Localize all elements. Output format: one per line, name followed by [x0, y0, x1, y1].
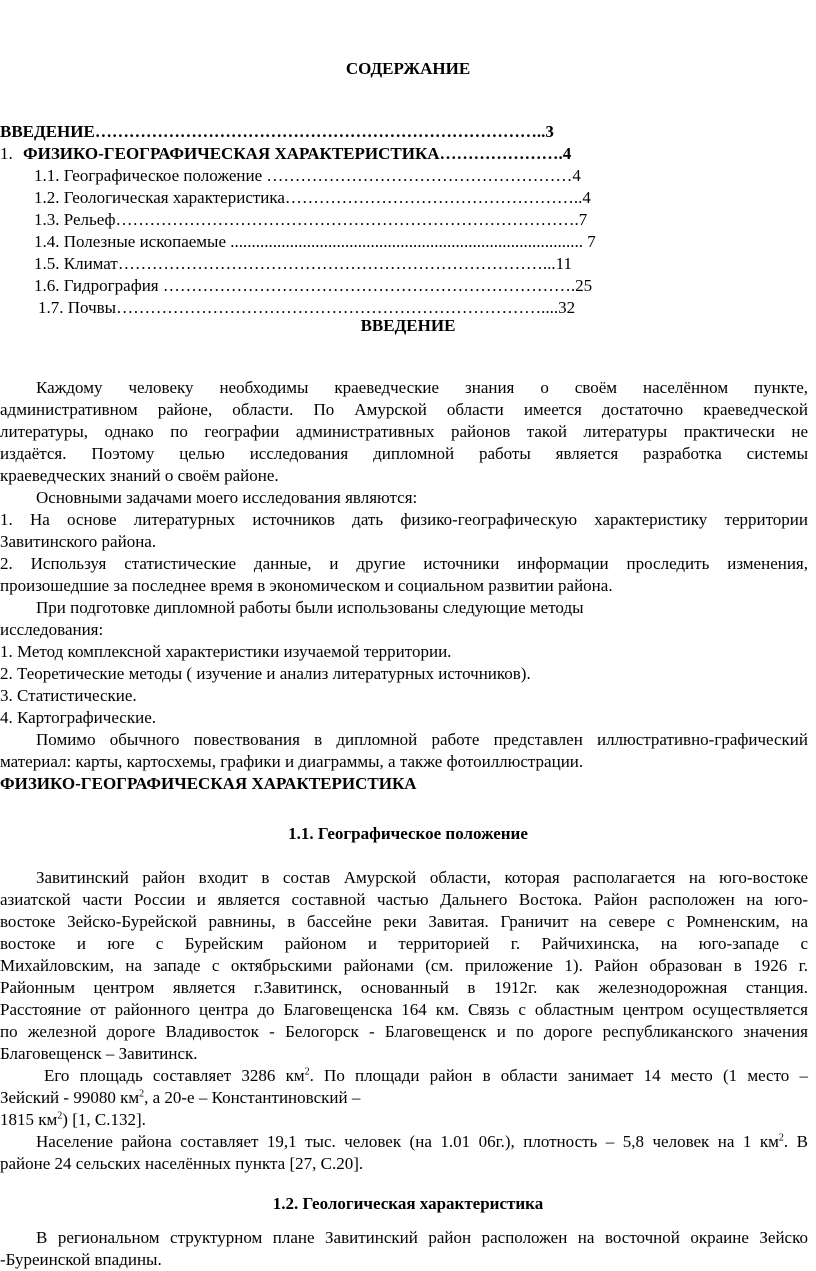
- toc-item-1-3: 1.3. Рельеф……………………………………………………………………….7: [34, 210, 588, 229]
- intro-tasks-intro: Основными задачами моего исследования являются:: [36, 488, 418, 507]
- toc-item-1-6: 1.6. Гидрография ……………………………………………………………….25: [34, 276, 593, 295]
- s11-area3-text-b: ) [1, С.132].: [62, 1110, 146, 1129]
- toc-item-chapter1: [0, 143, 571, 165]
- s11-p1-line4: востоке и юге с Бурейским районом и территорией г. Райчихинска, на юго-западе с: [0, 934, 808, 953]
- intro-method-4: 4. Картографические.: [0, 708, 156, 727]
- intro-task1-line1: 1. На основе литературных источников дать физико-географическую характеристику территории: [0, 510, 808, 529]
- intro-task1-line2: Завитинского района.: [0, 532, 157, 551]
- s11-pop-line1: [36, 1131, 808, 1153]
- s11-pop-text-b: . В: [783, 1132, 808, 1151]
- s11-p1-line3: востоке Зейско-Бурейской равнины, в бассейне реки Завитая. Граничит на севере с Ромненским, на: [0, 912, 808, 931]
- intro-last-line2: материал: карты, картосхемы, графики и диаграммы, а также фотоиллюстрации.: [0, 752, 584, 771]
- toc-item-1-5: 1.5. Климат…………………………………………………………………...11: [34, 254, 572, 273]
- s11-p1-line9: Благовещенск – Завитинск.: [0, 1044, 198, 1063]
- s11-area3-text-a: 1815 км: [0, 1110, 58, 1129]
- s11-pop-sup: 2: [778, 1132, 784, 1144]
- s11-p1-line7: Расстояние от районного центра до Благовещенска 164 км. Связь с областным центром осуществляется: [0, 1000, 808, 1019]
- s11-area-line3: [0, 1109, 146, 1131]
- s11-area-line1: [44, 1065, 808, 1087]
- s11-area-text-a: Его площадь составляет 3286 км: [44, 1066, 305, 1085]
- intro-p1-line1: Каждому человеку необходимы краеведческие знания о своём населённом пункте,: [36, 378, 808, 397]
- s11-area-text-b: . По площади район в области занимает 14 место (1 место –: [309, 1066, 808, 1085]
- section-1-1-heading: 1.1. Географическое положение: [288, 824, 528, 843]
- s11-p1-line2: азиатской части России и является составной частью Дальнего Востока. Район расположен на юго-: [0, 890, 808, 909]
- toc-item-1-2: 1.2. Геологическая характеристика……………………………………………..4: [34, 188, 591, 207]
- intro-task2-line1: 2. Используя статистические данные, и другие источники информации проследить изменения,: [0, 554, 808, 573]
- s11-p1-line5: Михайловским, на западе с октябрьскими районами (см. приложение 1). Район образован в 1926 г.: [0, 956, 808, 975]
- s11-pop-line2: районе 24 сельских населённых пункта [27, С.20].: [0, 1154, 364, 1173]
- s11-pop-text-a: Население района составляет 19,1 тыс. человек (на 1.01 06г.), плотность – 5,8 человек на 1 км: [36, 1132, 779, 1151]
- toc-item-intro: ВВЕДЕНИЕ……………………………………………………………………..3: [0, 122, 554, 141]
- toc-item-1-1: 1.1. Географическое положение ………………………………………………4: [34, 166, 581, 185]
- s11-area-sup: 2: [304, 1066, 310, 1078]
- s11-p1-line8: по железной дороге Владивосток - Белогорск - Благовещенск и по дороге республиканского значения: [0, 1022, 808, 1041]
- intro-method-2: 2. Теоретические методы ( изучение и анализ литературных источников).: [0, 664, 531, 683]
- intro-p1-line5: краеведческих знаний о своём районе.: [0, 466, 279, 485]
- toc-item-1-7: 1.7. Почвы…………………………………………………………………....32: [38, 298, 576, 317]
- intro-p1-line2: административном районе, области. По Амурской области имеется достаточно краеведческой: [0, 400, 808, 419]
- s11-area3-sup: 2: [57, 1110, 63, 1122]
- intro-p1-line4: издаётся. Поэтому целью исследования дипломной работы является разработка системы: [0, 444, 808, 463]
- intro-p1-line3: литературы, однако по географии административных районов такой литературы практически не: [0, 422, 808, 441]
- toc-title: СОДЕРЖАНИЕ: [345, 59, 471, 78]
- s11-p1-line1: Завитинский район входит в состав Амурской области, которая располагается на юго-востоке: [36, 868, 808, 887]
- s11-area2-text-b: , а 20-е – Константиновский –: [144, 1088, 361, 1107]
- intro-heading: ВВЕДЕНИЕ: [360, 316, 456, 335]
- intro-task2-line2: произошедшие за последнее время в экономическом и социальном развитии района.: [0, 576, 613, 595]
- intro-last-line1: Помимо обычного повествования в дипломной работе представлен иллюстративно-графический: [36, 730, 808, 749]
- intro-methods-line1: При подготовке дипломной работы были использованы следующие методы: [36, 598, 584, 617]
- s11-area2-text-a: Зейский - 99080 км: [0, 1088, 140, 1107]
- chapter1-heading: ФИЗИКО-ГЕОГРАФИЧЕСКАЯ ХАРАКТЕРИСТИКА: [0, 774, 417, 793]
- intro-method-3: 3. Статистические.: [0, 686, 137, 705]
- intro-method-1: 1. Метод комплексной характеристики изучаемой территории.: [0, 642, 452, 661]
- toc-item-label: ФИЗИКО-ГЕОГРАФИЧЕСКАЯ ХАРАКТЕРИСТИКА………………….4: [23, 144, 572, 163]
- s11-p1-line6: Районным центром является г.Завитинск, основанный в 1912г. как железнодорожная станция.: [0, 978, 808, 997]
- intro-methods-line2: исследования:: [0, 620, 104, 639]
- toc-item-number: 1.: [0, 144, 13, 163]
- s11-area-line2: [0, 1087, 360, 1109]
- section-1-2-heading: 1.2. Геологическая характеристика: [272, 1194, 544, 1213]
- s12-p1-line1: В региональном структурном плане Завитинский район расположен на восточной окраине Зейско: [36, 1228, 808, 1247]
- toc-item-1-4: 1.4. Полезные ископаемые ................................................................................... 7: [34, 232, 596, 251]
- s12-p1-line2: -Буреинской впадины.: [0, 1250, 162, 1269]
- s11-area2-sup: 2: [139, 1088, 145, 1100]
